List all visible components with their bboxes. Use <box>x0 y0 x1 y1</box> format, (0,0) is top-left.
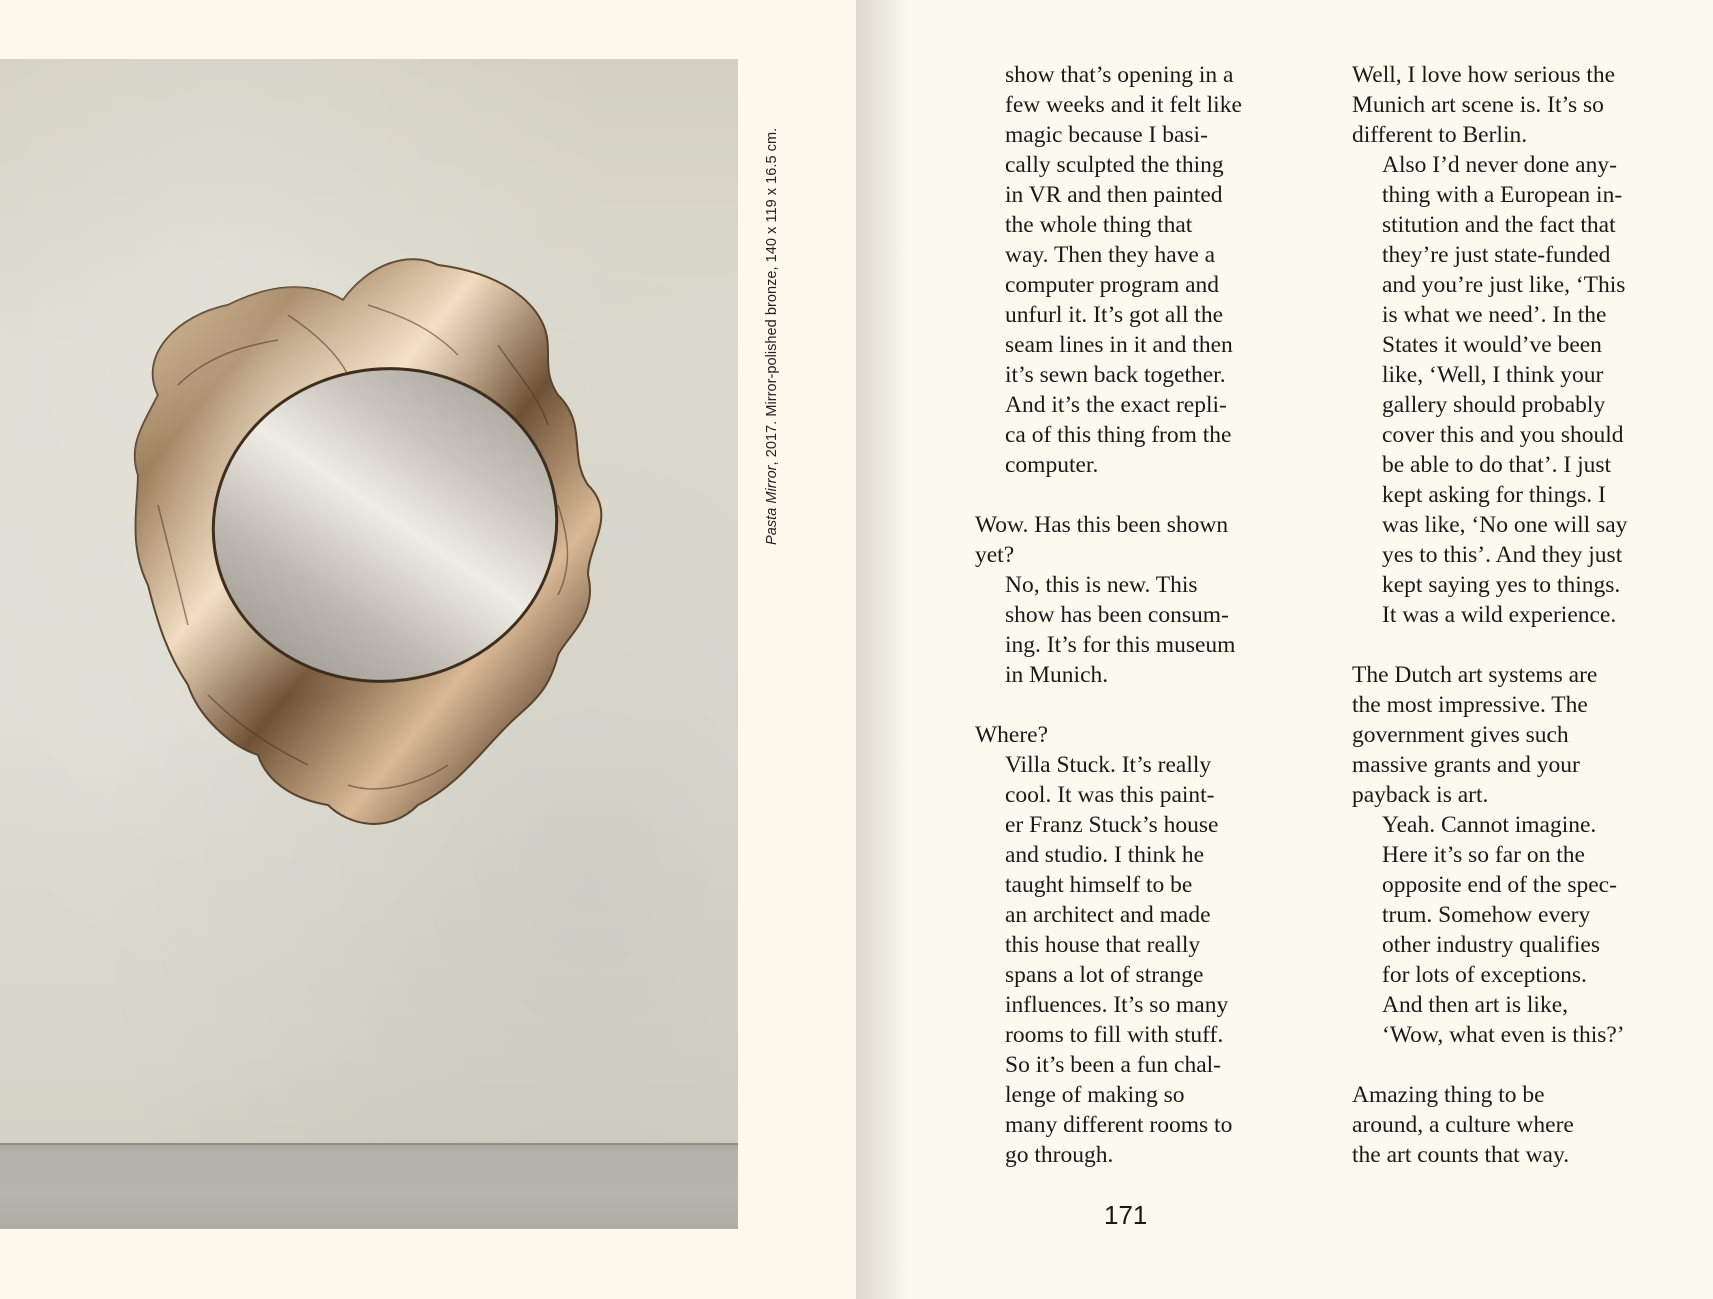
text-line: stitution and the fact that <box>1382 212 1616 238</box>
text-line: er Franz Stuck’s house <box>1005 812 1219 838</box>
text-line: Munich art scene is. It’s so <box>1352 92 1604 118</box>
text-line: and you’re just like, ‘This <box>1382 272 1626 298</box>
paragraph-gap <box>1352 1050 1662 1080</box>
paragraph-gap <box>975 480 1275 510</box>
paragraph-gap <box>975 690 1275 720</box>
bronze-mirror-image <box>118 245 648 845</box>
text-line: rooms to fill with stuff. <box>1005 1022 1224 1048</box>
text-line: Yeah. Cannot imagine. <box>1382 812 1597 838</box>
text-line: is what we need’. In the <box>1382 302 1607 328</box>
artwork-photo <box>0 59 738 1229</box>
text-line: the whole thing that <box>1005 212 1193 238</box>
text-line: Well, I love how serious the <box>1352 62 1616 88</box>
text-line: ca of this thing from the <box>1005 422 1232 448</box>
text-line: different to Berlin. <box>1352 122 1528 148</box>
floor <box>0 1143 738 1229</box>
text-line: the most impressive. The <box>1352 692 1588 718</box>
text-line: it’s sewn back together. <box>1005 362 1226 388</box>
text-line: unfurl it. It’s got all the <box>1005 302 1223 328</box>
text-line: kept asking for things. I <box>1382 482 1606 508</box>
text-line: an architect and made <box>1005 902 1211 928</box>
text-line: spans a lot of strange <box>1005 962 1204 988</box>
text-line: seam lines in it and then <box>1005 332 1233 358</box>
interview-question <box>975 510 1275 570</box>
interview-answer <box>1382 150 1662 630</box>
text-line: yet? <box>975 542 1015 568</box>
text-line: other industry qualifies <box>1382 932 1600 958</box>
text-line: gallery should probably <box>1382 392 1606 418</box>
text-line: show that’s opening in a <box>1005 62 1234 88</box>
interview-answer <box>1005 60 1275 480</box>
text-line: computer. <box>1005 452 1099 478</box>
text-line: massive grants and your <box>1352 752 1580 778</box>
page-number: 171 <box>1104 1200 1148 1230</box>
interview-answer <box>1005 750 1275 1170</box>
text-line: kept saying yes to things. <box>1382 572 1621 598</box>
text-line: trum. Somehow every <box>1382 902 1591 928</box>
text-line: in VR and then painted <box>1005 182 1223 208</box>
text-line: The Dutch art systems are <box>1352 662 1598 688</box>
paragraph-gap <box>1352 630 1662 660</box>
text-line: Where? <box>975 722 1049 748</box>
text-line: opposite end of the spec- <box>1382 872 1617 898</box>
book-gutter <box>856 0 908 1299</box>
interview-answer <box>1005 570 1275 690</box>
text-line: It was a wild experience. <box>1382 602 1617 628</box>
text-line: the art counts that way. <box>1352 1142 1570 1168</box>
text-line: ‘Wow, what even is this?’ <box>1382 1022 1625 1048</box>
text-line: States it would’ve been <box>1382 332 1602 358</box>
text-line: ing. It’s for this museum <box>1005 632 1236 658</box>
text-column-1 <box>975 60 1275 1170</box>
text-line: in Munich. <box>1005 662 1109 688</box>
text-line: Villa Stuck. It’s really <box>1005 752 1212 778</box>
text-line: show has been consum- <box>1005 602 1229 628</box>
left-page <box>0 0 856 1299</box>
interview-question <box>1352 660 1662 810</box>
caption-details: , 2017. Mirror-polished bronze, 140 x 119 x 16.5 cm. <box>764 127 780 466</box>
text-line: be able to do that’. I just <box>1382 452 1612 478</box>
text-line: taught himself to be <box>1005 872 1193 898</box>
text-line: No, this is new. This <box>1005 572 1198 598</box>
text-line: thing with a European in- <box>1382 182 1623 208</box>
interview-question <box>1352 1080 1662 1170</box>
text-line: many different rooms to <box>1005 1112 1233 1138</box>
text-line: Amazing thing to be <box>1352 1082 1545 1108</box>
text-line: this house that really <box>1005 932 1201 958</box>
text-line: was like, ‘No one will say <box>1382 512 1628 538</box>
text-line: lenge of making so <box>1005 1082 1185 1108</box>
text-line: for lots of exceptions. <box>1382 962 1587 988</box>
text-line: like, ‘Well, I think your <box>1382 362 1604 388</box>
caption-title: Pasta Mirror <box>764 465 780 545</box>
text-line: around, a culture where <box>1352 1112 1574 1138</box>
text-column-2 <box>1352 60 1662 1170</box>
text-line: Also I’d never done any- <box>1382 152 1617 178</box>
text-line: go through. <box>1005 1142 1114 1168</box>
text-line: Here it’s so far on the <box>1382 842 1585 868</box>
text-line: payback is art. <box>1352 782 1489 808</box>
interview-answer <box>1382 810 1662 1050</box>
text-line: And then art is like, <box>1382 992 1569 1018</box>
text-line: Wow. Has this been shown <box>975 512 1229 538</box>
text-line: magic because I basi- <box>1005 122 1208 148</box>
text-line: and studio. I think he <box>1005 842 1205 868</box>
text-line: government gives such <box>1352 722 1569 748</box>
artwork-caption <box>764 128 780 545</box>
text-line: cover this and you should <box>1382 422 1624 448</box>
interview-question <box>1352 60 1662 150</box>
text-line: cool. It was this paint- <box>1005 782 1215 808</box>
text-line: yes to this’. And they just <box>1382 542 1623 568</box>
text-line: computer program and <box>1005 272 1220 298</box>
text-line: influences. It’s so many <box>1005 992 1229 1018</box>
interview-question <box>975 720 1275 750</box>
text-line: they’re just state-funded <box>1382 242 1611 268</box>
text-line: cally sculpted the thing <box>1005 152 1224 178</box>
text-line: way. Then they have a <box>1005 242 1216 268</box>
text-line: And it’s the exact repli- <box>1005 392 1227 418</box>
text-line: So it’s been a fun chal- <box>1005 1052 1222 1078</box>
text-line: few weeks and it felt like <box>1005 92 1242 118</box>
